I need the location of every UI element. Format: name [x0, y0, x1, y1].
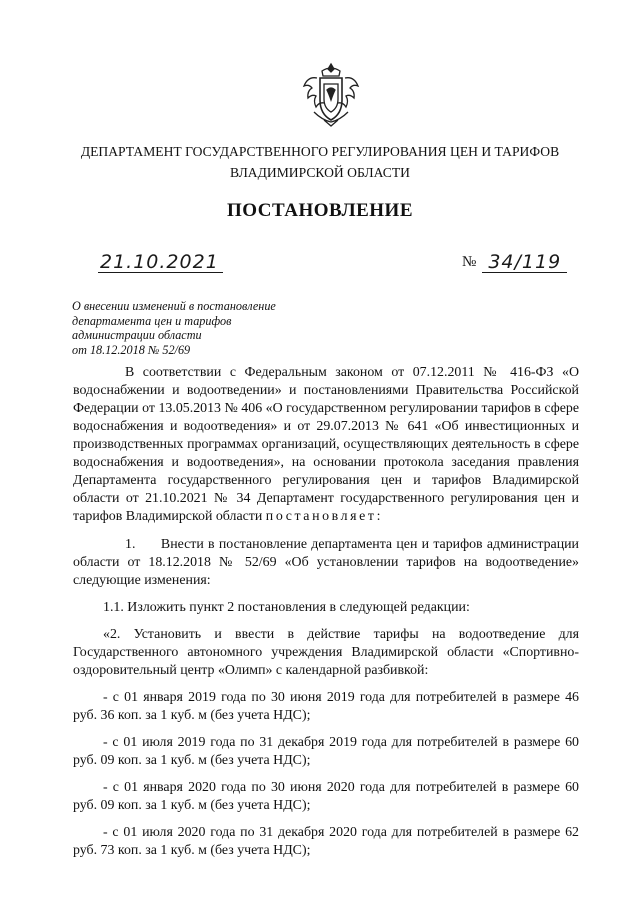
number-sign: № — [462, 254, 477, 270]
document-subject — [72, 299, 302, 357]
subject-line: администрации области — [72, 328, 202, 343]
subject-line: от 18.12.2018 № 52/69 — [72, 342, 191, 357]
document-number — [462, 252, 567, 273]
subject-line: О внесении изменений в постановление — [72, 299, 276, 313]
tariff-item: - с 01 января 2020 года по 30 июня 2020 года для потребителей в размере 60 руб. 09 коп. за 1 куб. м (без учета НДС); — [73, 780, 579, 813]
tariff-item: - с 01 января 2019 года по 30 июня 2019 года для потребителей в размере 46 руб. 36 коп. за 1 куб. м (без учета НДС); — [73, 690, 579, 723]
handwritten-date: 21.10.2021 — [98, 252, 223, 273]
document-date — [98, 252, 223, 273]
department-name-line2: ВЛАДИМИРСКОЙ ОБЛАСТИ — [230, 165, 410, 180]
subject-line: департамента цен и тарифов — [72, 313, 232, 328]
preamble-text: В соответствии с Федеральным законом от 07.12.2011 № 416-ФЗ «О водоснабжении и водоотведении» и постановлениями Правительства Российской Федерации от 13.05.2013 № 406 «О государственном регулировании тарифов в сфере водоснабжения и водоотведения» и от 29.07.2013 № 641 «Об инвестиционных и производственных программах организаций, осуществляющих деятельность в сфере водоснабжения и водоотведения», на основании протокола заседания правления Департамента государственного регулирования цен и тарифов Владимирской области от 21.10.2021 № 34 Департамент государственного регулирования цен и тарифов Владимирской области — [73, 365, 579, 524]
coat-of-arms-icon — [302, 62, 360, 128]
preamble-paragraph — [73, 364, 579, 526]
department-name-line1: ДЕПАРТАМЕНТ ГОСУДАРСТВЕННОГО РЕГУЛИРОВАНИЯ ЦЕН И ТАРИФОВ — [80, 144, 560, 159]
tariff-item: - с 01 июля 2019 года по 31 декабря 2019 года для потребителей в размере 60 руб. 09 коп. за 1 куб. м (без учета НДС); — [73, 735, 579, 768]
item-1-paragraph: 1. Внести в постановление департамента цен и тарифов администрации области от 18.12.2018 № 52/69 «Об установлении тарифов на водоотведение» следующие изменения: — [73, 537, 579, 588]
handwritten-number: 34/119 — [482, 252, 567, 273]
item-2-paragraph: «2. Установить и ввести в действие тарифы на водоотведение для Государственного автономного учреждения Владимирской области «Спортивно-оздоровительный центр «Олимп» с календарной разбивкой: — [73, 627, 579, 678]
item-1-1-paragraph: 1.1. Изложить пункт 2 постановления в следующей редакции: — [103, 600, 470, 615]
tariff-item: - с 01 июля 2020 года по 31 декабря 2020 года для потребителей в размере 62 руб. 73 коп. за 1 куб. м (без учета НДС); — [73, 825, 579, 858]
document-title: ПОСТАНОВЛЕНИЕ — [226, 200, 414, 221]
resolves-word: постановляет: — [265, 509, 384, 524]
document-body — [73, 364, 579, 860]
